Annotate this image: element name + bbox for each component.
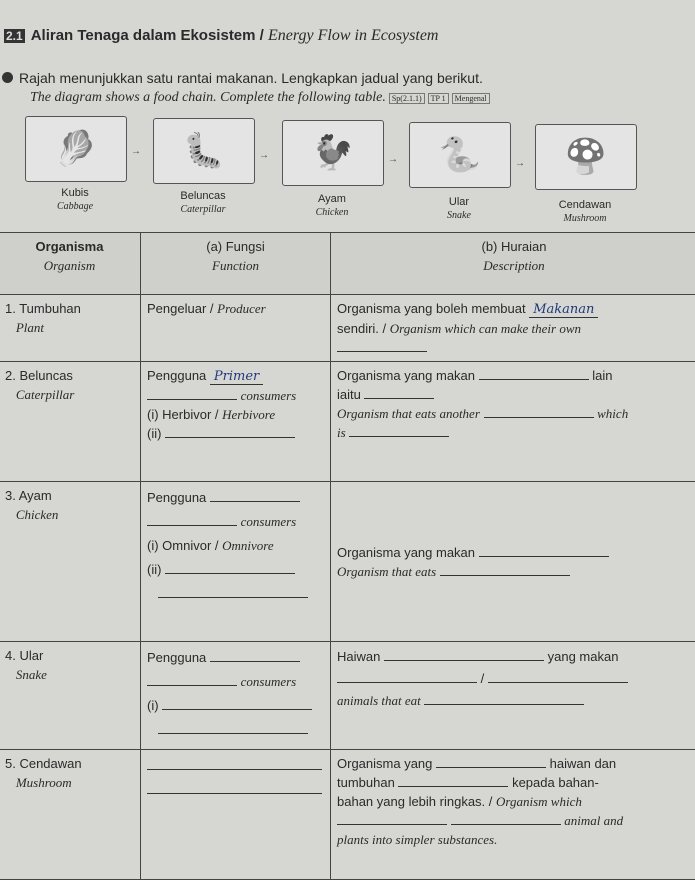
label-ms: Cendawan bbox=[559, 199, 612, 211]
organism-en: Mushroom bbox=[16, 775, 72, 790]
desc: Organisma yang boleh membuat bbox=[337, 301, 526, 316]
desc-en: is bbox=[337, 425, 346, 440]
consumers-label: consumers bbox=[241, 674, 297, 689]
food-chain-table bbox=[0, 232, 695, 880]
answer-blank[interactable] bbox=[364, 386, 434, 399]
function-i: (i) bbox=[147, 698, 159, 713]
function-ms: Pengguna bbox=[147, 650, 206, 665]
function-i: (i) Omnivor / bbox=[147, 538, 219, 553]
desc: yang makan bbox=[548, 649, 619, 664]
function-ms: Pengguna bbox=[147, 368, 206, 383]
answer-blank[interactable] bbox=[147, 757, 322, 770]
h-org-en: Organism bbox=[44, 258, 96, 273]
table-row bbox=[0, 750, 695, 880]
chicken-icon: 🐓 bbox=[282, 120, 384, 186]
organism: 3. Ayam bbox=[5, 488, 52, 503]
answer-blank[interactable] bbox=[398, 774, 508, 787]
instruction-ms bbox=[2, 70, 483, 86]
desc-en: Organism which can make their own bbox=[390, 321, 581, 336]
table-row bbox=[0, 642, 695, 750]
desc: bahan yang lebih ringkas. / bbox=[337, 794, 492, 809]
description-cell bbox=[331, 482, 695, 642]
organism-en: Chicken bbox=[16, 507, 59, 522]
slash: / bbox=[481, 671, 485, 686]
label-ms: Ular bbox=[449, 196, 469, 208]
snake-icon: 🐍 bbox=[409, 122, 511, 188]
function-cell bbox=[141, 362, 331, 482]
desc-en: which bbox=[597, 406, 628, 421]
arrow-icon: → bbox=[388, 154, 398, 165]
organism: 1. Tumbuhan bbox=[5, 301, 81, 316]
desc: Organisma yang makan bbox=[337, 368, 475, 383]
description-cell bbox=[331, 750, 695, 880]
answer-blank[interactable] bbox=[337, 339, 427, 352]
answer-blank[interactable] bbox=[337, 812, 447, 825]
header-description bbox=[331, 233, 695, 295]
answer-field[interactable]: Primer bbox=[210, 369, 263, 385]
function-cell bbox=[141, 642, 331, 750]
desc: haiwan dan bbox=[550, 756, 617, 771]
organism-label bbox=[530, 198, 640, 226]
function-en: Producer bbox=[217, 301, 266, 316]
answer-blank[interactable] bbox=[479, 544, 609, 557]
answer-blank[interactable] bbox=[488, 670, 628, 683]
title-ms: Aliran Tenaga dalam Ekosistem / bbox=[31, 27, 264, 44]
label-en: Chicken bbox=[277, 206, 387, 220]
function-cell bbox=[141, 750, 331, 880]
answer-blank[interactable] bbox=[147, 513, 237, 526]
function-cell bbox=[141, 482, 331, 642]
table-header bbox=[0, 233, 695, 295]
answer-blank[interactable] bbox=[147, 781, 322, 794]
answer-blank[interactable] bbox=[479, 367, 589, 380]
desc: kepada bahan- bbox=[512, 775, 599, 790]
organism-en: Snake bbox=[16, 667, 47, 682]
instruction-ms-text: Rajah menunjukkan satu rantai makanan. Lengkapkan jadual yang berikut. bbox=[19, 70, 483, 86]
answer-blank[interactable] bbox=[484, 405, 594, 418]
desc-en: Organism which bbox=[496, 794, 582, 809]
organism-label bbox=[404, 195, 514, 223]
organism-cell bbox=[0, 750, 141, 880]
desc: Organisma yang makan bbox=[337, 545, 475, 560]
h-fn-ms: (a) Fungsi bbox=[206, 239, 265, 254]
answer-blank[interactable] bbox=[349, 424, 449, 437]
label-en: Caterpillar bbox=[148, 203, 258, 217]
answer-blank[interactable] bbox=[424, 692, 584, 705]
answer-blank[interactable] bbox=[210, 489, 300, 502]
cabbage-icon: 🥬 bbox=[25, 116, 127, 182]
consumers-label: consumers bbox=[241, 514, 297, 529]
answer-blank[interactable] bbox=[162, 697, 312, 710]
arrow-icon: → bbox=[131, 146, 141, 157]
function-ms: Pengguna bbox=[147, 490, 206, 505]
header-function bbox=[141, 233, 331, 295]
answer-blank[interactable] bbox=[210, 649, 300, 662]
organism: 5. Cendawan bbox=[5, 756, 82, 771]
table-row bbox=[0, 295, 695, 362]
h-org-ms: Organisma bbox=[36, 239, 104, 254]
arrow-icon: → bbox=[259, 150, 269, 161]
instruction-en bbox=[30, 90, 490, 106]
answer-blank[interactable] bbox=[451, 812, 561, 825]
mushroom-icon: 🍄 bbox=[535, 124, 637, 190]
title-en: Energy Flow in Ecosystem bbox=[268, 27, 438, 44]
description-cell bbox=[331, 295, 695, 362]
answer-blank[interactable] bbox=[337, 670, 477, 683]
function-ms: Pengeluar / bbox=[147, 301, 214, 316]
h-fn-en: Function bbox=[212, 258, 259, 273]
answer-blank[interactable] bbox=[158, 721, 308, 734]
description-cell bbox=[331, 362, 695, 482]
organism-cell bbox=[0, 362, 141, 482]
instruction-en-text: The diagram shows a food chain. Complete the following table. bbox=[30, 90, 386, 105]
function-i-en: Herbivore bbox=[222, 407, 275, 422]
desc-en: plants into simpler substances. bbox=[337, 832, 497, 847]
table-row bbox=[0, 362, 695, 482]
answer-blank[interactable] bbox=[165, 425, 295, 438]
organism-label bbox=[20, 186, 130, 214]
label-en: Mushroom bbox=[530, 212, 640, 226]
answer-blank[interactable] bbox=[436, 755, 546, 768]
tag-tp: TP 1 bbox=[428, 93, 449, 104]
header-organism bbox=[0, 233, 141, 295]
answer-blank[interactable] bbox=[440, 563, 570, 576]
answer-field[interactable]: Makanan bbox=[529, 302, 598, 318]
h-desc-en: Description bbox=[483, 258, 544, 273]
section-title bbox=[4, 27, 438, 45]
organism-cell bbox=[0, 642, 141, 750]
section-number: 2.1 bbox=[4, 29, 25, 43]
desc-en: animal and bbox=[564, 813, 623, 828]
desc: tumbuhan bbox=[337, 775, 395, 790]
desc-en: animals that eat bbox=[337, 693, 421, 708]
desc: lain bbox=[592, 368, 612, 383]
desc: iaitu bbox=[337, 387, 361, 402]
answer-blank[interactable] bbox=[384, 648, 544, 661]
label-ms: Kubis bbox=[61, 187, 89, 199]
bullet-icon bbox=[2, 72, 13, 83]
tag-level: Mengenal bbox=[452, 93, 490, 104]
organism-cell bbox=[0, 482, 141, 642]
h-desc-ms: (b) Huraian bbox=[481, 239, 546, 254]
label-ms: Beluncas bbox=[180, 190, 225, 202]
tag-sp: Sp(2.1.1) bbox=[389, 93, 425, 104]
function-i-en: Omnivore bbox=[222, 538, 274, 553]
answer-blank[interactable] bbox=[165, 561, 295, 574]
answer-blank[interactable] bbox=[147, 673, 237, 686]
label-ms: Ayam bbox=[318, 193, 346, 205]
desc-en: Organism that eats bbox=[337, 564, 436, 579]
function-ii: (ii) bbox=[147, 562, 161, 577]
label-en: Snake bbox=[404, 209, 514, 223]
arrow-icon: → bbox=[515, 158, 525, 169]
label-en: Cabbage bbox=[20, 200, 130, 214]
organism: 2. Beluncas bbox=[5, 368, 73, 383]
organism-cell bbox=[0, 295, 141, 362]
organism-en: Plant bbox=[16, 320, 44, 335]
consumers-label: consumers bbox=[241, 388, 297, 403]
organism-label bbox=[277, 192, 387, 220]
desc: Organisma yang bbox=[337, 756, 432, 771]
description-cell bbox=[331, 642, 695, 750]
desc-en: Organism that eats another bbox=[337, 406, 480, 421]
answer-blank[interactable] bbox=[158, 585, 308, 598]
organism-en: Caterpillar bbox=[16, 387, 75, 402]
function-ii: (ii) bbox=[147, 426, 161, 441]
answer-blank[interactable] bbox=[147, 387, 237, 400]
function-i: (i) Herbivor / bbox=[147, 407, 219, 422]
function-cell bbox=[141, 295, 331, 362]
caterpillar-icon: 🐛 bbox=[153, 118, 255, 184]
organism: 4. Ular bbox=[5, 648, 43, 663]
organism-label bbox=[148, 189, 258, 217]
desc: sendiri. / bbox=[337, 321, 386, 336]
table-row bbox=[0, 482, 695, 642]
desc: Haiwan bbox=[337, 649, 380, 664]
